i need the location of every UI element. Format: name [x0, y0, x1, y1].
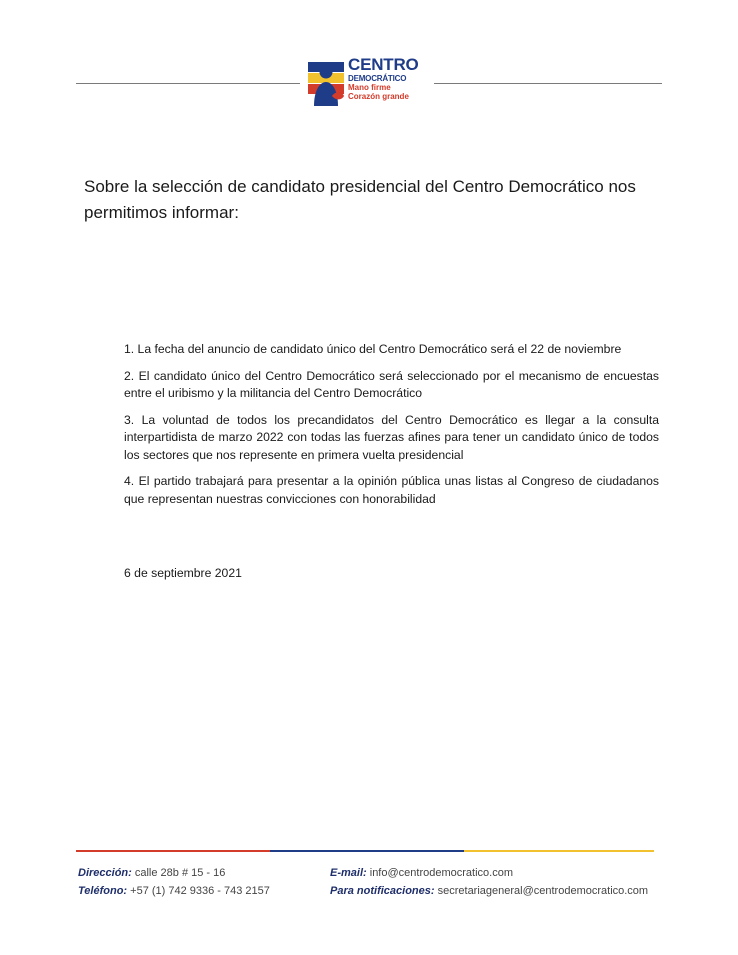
statement-item-3: 3. La voluntad de todos los precandidatos del Centro Democrático es llegar a la consulta interpartidista de marzo 2022 con todas las fuerzas afines para tener un candidato único de todos los sectores que nos represente en primera vuelta presidencial — [124, 412, 659, 462]
footer-bar-red — [76, 850, 270, 852]
centro-democratico-logo — [306, 56, 430, 110]
party-emblem-icon — [306, 58, 348, 108]
document-title: Sobre la selección de candidato presidencial del Centro Democrático nos permitimos informar: — [84, 177, 636, 222]
footer-bar-yellow — [464, 850, 654, 852]
phone-value: +57 (1) 742 9336 - 743 2157 — [130, 885, 270, 897]
logo-subname: DEMOCRÁTICO — [348, 74, 407, 83]
footer-phone — [78, 882, 270, 900]
email-value[interactable]: info@centrodemocratico.com — [369, 867, 513, 879]
statement-item-4: 4. El partido trabajará para presentar a la opinión pública unas listas al Congreso de ciudadanos que representan nuestras convicciones con honorabilidad — [124, 474, 659, 506]
statement-item-1: 1. La fecha del anuncio de candidato único del Centro Democrático será el 22 de noviembre — [124, 342, 622, 356]
document-date: 6 de septiembre 2021 — [124, 566, 242, 580]
statement-list — [124, 341, 659, 517]
email-label: E-mail: — [330, 867, 367, 879]
footer-bar-blue — [270, 850, 464, 852]
notifications-label: Para notificaciones: — [330, 885, 435, 897]
address-value: calle 28b # 15 - 16 — [134, 867, 226, 879]
address-label: Dirección: — [78, 867, 132, 879]
logo-name: CENTRO — [348, 55, 419, 74]
logo-slogan-line2: Corazón grande — [348, 92, 409, 101]
header-rule-right — [434, 83, 662, 84]
logo-slogan-line1: Mano firme — [348, 83, 391, 92]
footer-contact-left — [78, 864, 270, 900]
footer-notifications — [330, 882, 648, 900]
footer-address — [78, 864, 270, 882]
statement-item-2: 2. El candidato único del Centro Democrático será seleccionado por el mecanismo de encuestas entre el uribismo y la militancia del Centro Democrático — [124, 368, 659, 400]
logo-wordmark — [348, 56, 432, 101]
footer-contact-right — [330, 864, 648, 900]
letterhead — [0, 0, 738, 120]
phone-label: Teléfono: — [78, 885, 128, 897]
header-rule-left — [76, 83, 300, 84]
footer-email — [330, 864, 648, 882]
notifications-value[interactable]: secretariageneral@centrodemocratico.com — [437, 885, 649, 897]
